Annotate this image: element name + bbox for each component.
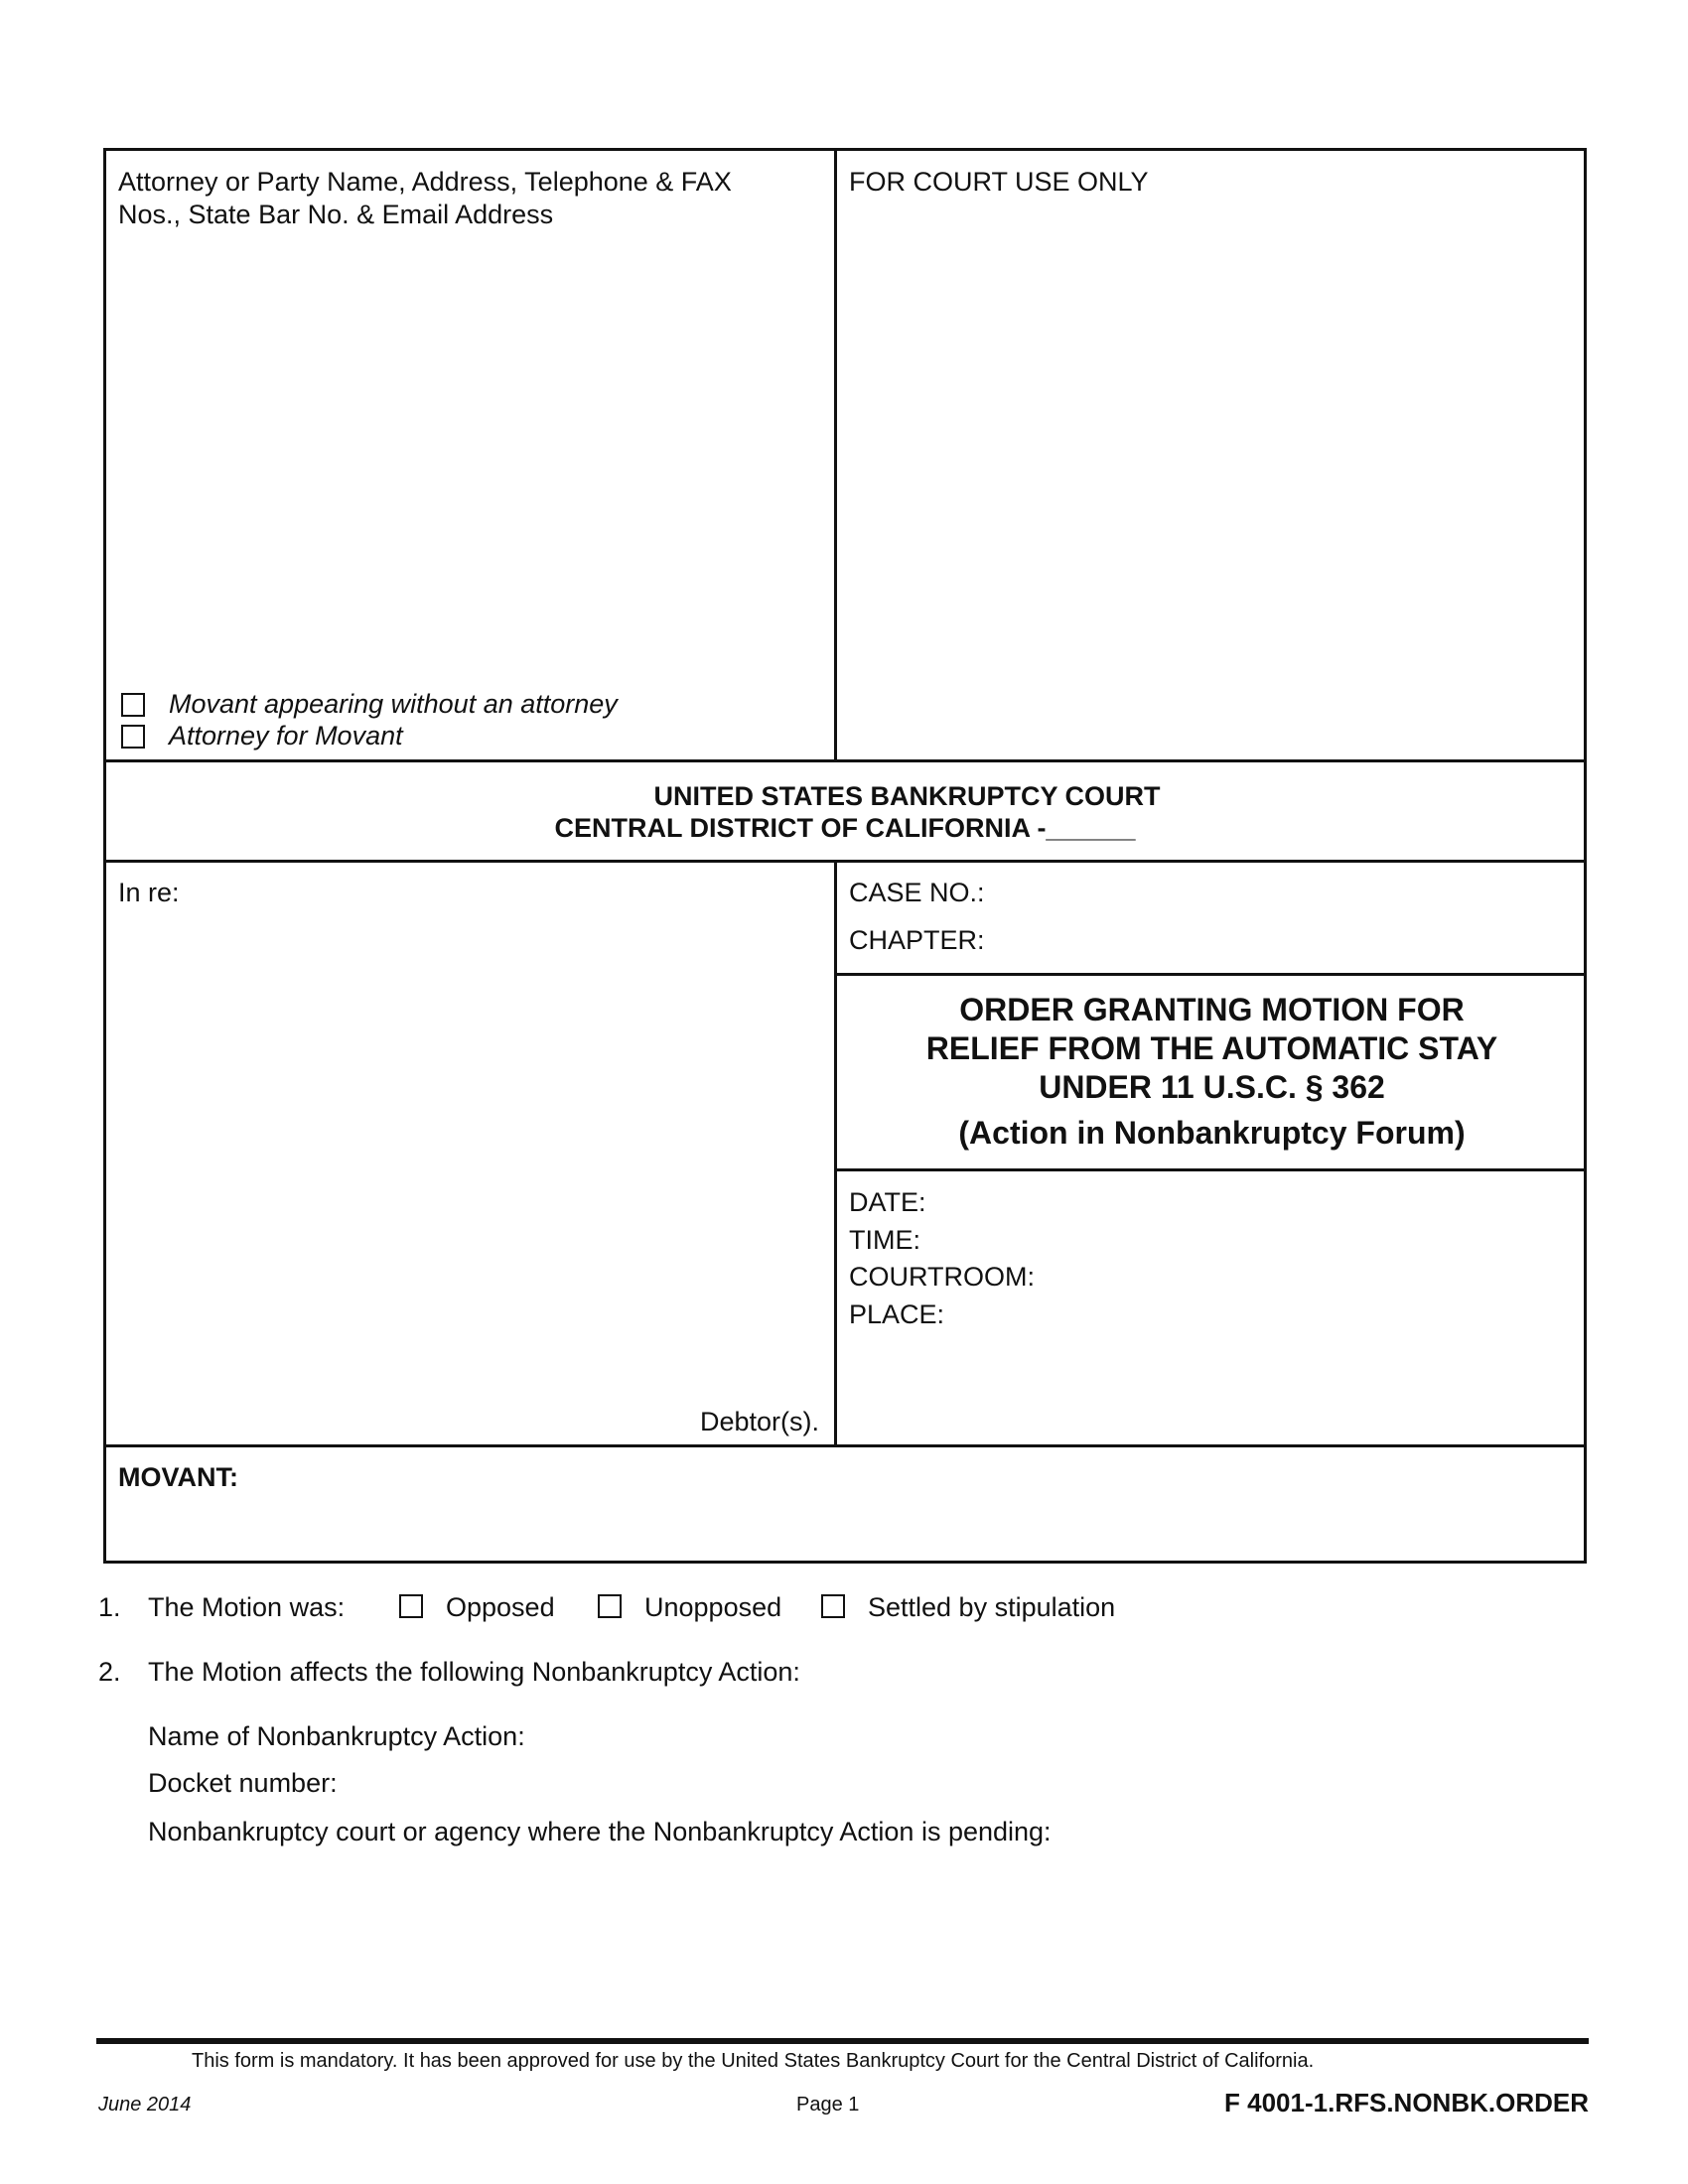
- footer-form-number: F 4001-1.RFS.NONBK.ORDER: [1224, 2088, 1589, 2117]
- item1-number: 1.: [98, 1592, 121, 1622]
- unopposed-checkbox[interactable]: [598, 1594, 622, 1618]
- opposed-label: Opposed: [446, 1592, 555, 1622]
- order-title-line1: ORDER GRANTING MOTION FOR: [959, 992, 1465, 1027]
- case-divider: [834, 860, 837, 1446]
- court-name: [103, 780, 1587, 844]
- debtors-label: Debtor(s).: [700, 1407, 820, 1436]
- case-no-label: CASE NO.:: [849, 878, 985, 907]
- caption-top-divider: [834, 148, 837, 761]
- case-no-bottom-line: [834, 973, 1587, 976]
- attorney-label-line1: Attorney or Party Name, Address, Telephone & FAX: [118, 167, 732, 197]
- unopposed-label: Unopposed: [644, 1592, 782, 1622]
- attorney-for-movant-checkbox[interactable]: [121, 725, 145, 749]
- order-title-line4: (Action in Nonbankruptcy Forum): [958, 1115, 1466, 1151]
- footer-notice: This form is mandatory. It has been approved for use by the United States Bankruptcy Court for the Central District of California.: [192, 2050, 1315, 2072]
- hearing-courtroom-label: COURTROOM:: [849, 1262, 1035, 1292]
- movant-without-attorney-checkbox[interactable]: [121, 693, 145, 717]
- court-band-bottom-line: [103, 860, 1587, 863]
- court-band-top-line: [103, 759, 1587, 762]
- footer-rule: [96, 2038, 1589, 2044]
- item1-label: The Motion was:: [148, 1592, 346, 1622]
- opposed-checkbox[interactable]: [399, 1594, 423, 1618]
- footer-page-number: Page 1: [796, 2094, 860, 2116]
- hearing-date-label: DATE:: [849, 1187, 926, 1217]
- court-name-line1: UNITED STATES BANKRUPTCY COURT: [653, 781, 1161, 811]
- footer-date: June 2014: [98, 2094, 192, 2116]
- hearing-place-label: PLACE:: [849, 1299, 945, 1329]
- docket-number-label: Docket number:: [148, 1768, 338, 1798]
- chapter-label: CHAPTER:: [849, 925, 985, 955]
- order-title: [837, 991, 1587, 1153]
- settled-by-stipulation-label: Settled by stipulation: [868, 1592, 1116, 1622]
- nonbankruptcy-court-label: Nonbankruptcy court or agency where the Nonbankruptcy Action is pending:: [148, 1817, 1052, 1846]
- movant-without-attorney-label: Movant appearing without an attorney: [169, 689, 618, 719]
- court-use-label: FOR COURT USE ONLY: [849, 167, 1149, 197]
- in-re-label: In re:: [118, 878, 180, 907]
- caption-table: [103, 148, 1587, 1564]
- movant-label: MOVANT:: [118, 1462, 238, 1492]
- court-name-line2: CENTRAL DISTRICT OF CALIFORNIA -______: [554, 813, 1136, 843]
- title-bottom-line: [834, 1168, 1587, 1171]
- movant-top-line: [103, 1444, 1587, 1447]
- order-title-line3: UNDER 11 U.S.C. § 362: [1039, 1069, 1385, 1105]
- attorney-for-movant-label: Attorney for Movant: [169, 721, 403, 751]
- settled-by-stipulation-checkbox[interactable]: [821, 1594, 845, 1618]
- attorney-label-line2: Nos., State Bar No. & Email Address: [118, 200, 554, 229]
- hearing-time-label: TIME:: [849, 1225, 920, 1255]
- nonbankruptcy-action-name-label: Name of Nonbankruptcy Action:: [148, 1721, 525, 1751]
- order-title-line2: RELIEF FROM THE AUTOMATIC STAY: [925, 1030, 1498, 1066]
- item2-number: 2.: [98, 1657, 121, 1687]
- item2-label: The Motion affects the following Nonbankruptcy Action:: [148, 1657, 800, 1687]
